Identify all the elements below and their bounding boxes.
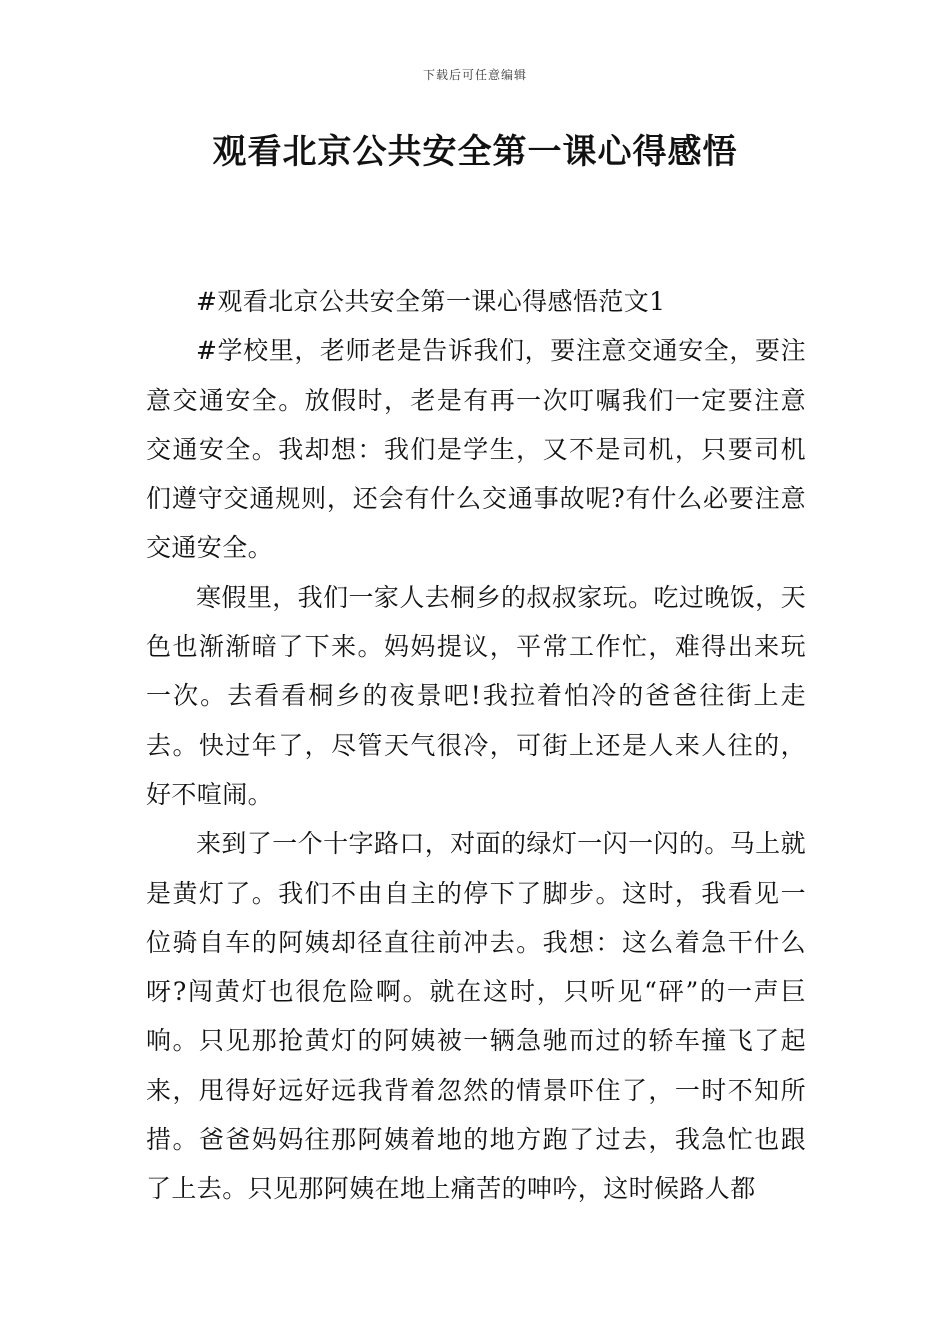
paragraph: 寒假里，我们一家人去桐乡的叔叔家玩。吃过晚饭，天色也渐渐暗了下来。妈妈提议，平常工作忙，难得出来玩一次。去看看桐乡的夜景吧!我拉着怕冷的爸爸往街上走去。快过年了，尽管天气很冷，可街上还是人来人往的，好不喧闹。 — [146, 582, 806, 809]
document-title: 观看北京公共安全第一课心得感悟 — [212, 132, 738, 172]
paragraph-heading: #观看北京公共安全第一课心得感悟范文1 — [196, 287, 666, 316]
paragraph: 来到了一个十字路口，对面的绿灯一闪一闪的。马上就是黄灯了。我们不由自主的停下了脚步。这时，我看见一位骑自车的阿姨却径直往前冲去。我想：这么着急干什么呀?闯黄灯也很危险啊。就在这时，只听见“砰”的一声巨响。只见那抢黄灯的阿姨被一辆急驰而过的轿车撞飞了起来，甩得好远好远我背着忽然的情景吓住了，一时不知所措。爸爸妈妈往那阿姨着地的地方跑了过去，我急忙也跟了上去。只见那阿姨在地上痛苦的呻吟，这时候路人都 — [146, 829, 806, 1204]
paragraph: #学校里，老师老是告诉我们，要注意交通安全，要注意交通安全。放假时，老是有再一次叮嘱我们一定要注意交通安全。我却想：我们是学生，又不是司机，只要司机们遵守交通规则，还会有什么交通事故呢?有什么必要注意交通安全。 — [146, 336, 806, 563]
document-body — [146, 277, 806, 1214]
header-note: 下载后可任意编辑 — [422, 68, 527, 82]
